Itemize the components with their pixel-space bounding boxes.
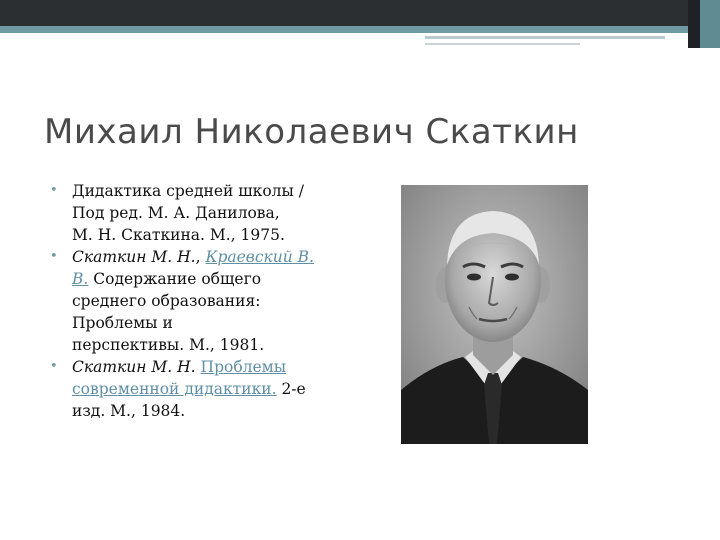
- book-title-link-cont[interactable]: современной дидактики.: [72, 380, 277, 398]
- top-decor-line-short: [425, 43, 580, 45]
- top-decor-teal-stripe: [0, 26, 720, 33]
- bullet-text: перспективы. М., 1981.: [72, 336, 265, 354]
- bullet-text: М. Н. Скаткина. М., 1975.: [72, 226, 285, 244]
- bullet-marker: •: [50, 359, 58, 374]
- author-name: Скаткин М. Н.: [72, 248, 196, 266]
- top-decor-line: [425, 36, 665, 39]
- bullet-item: [50, 356, 355, 422]
- book-title-link[interactable]: Проблемы: [200, 358, 287, 376]
- coauthor-link-cont[interactable]: В.: [72, 270, 89, 288]
- bullet-marker: •: [50, 249, 58, 264]
- bullet-text: Под ред. М. А. Данилова,: [72, 204, 280, 222]
- bullet-item: [50, 246, 355, 356]
- bullet-item: [50, 180, 355, 246]
- bullet-marker: •: [50, 183, 58, 198]
- top-decor-bar: [0, 0, 720, 26]
- slide-title: Михаил Николаевич Скаткин: [44, 112, 579, 152]
- author-name: Скаткин М. Н.: [72, 358, 196, 376]
- bullet-text: среднего образования:: [72, 292, 261, 310]
- bullet-text: Дидактика средней школы /: [72, 182, 305, 200]
- bullet-text: 2-е: [276, 380, 306, 398]
- bullet-list: [50, 180, 355, 422]
- coauthor-link[interactable]: Краевский В.: [205, 248, 314, 266]
- portrait-photo: [401, 185, 588, 444]
- separator: ,: [195, 248, 206, 266]
- bullet-text: изд. М., 1984.: [72, 402, 186, 420]
- corner-decor-teal: [700, 0, 720, 48]
- bullet-text: Содержание общего: [88, 270, 262, 288]
- bullet-text: Проблемы и: [72, 314, 173, 332]
- portrait-photo-icon: [401, 185, 588, 444]
